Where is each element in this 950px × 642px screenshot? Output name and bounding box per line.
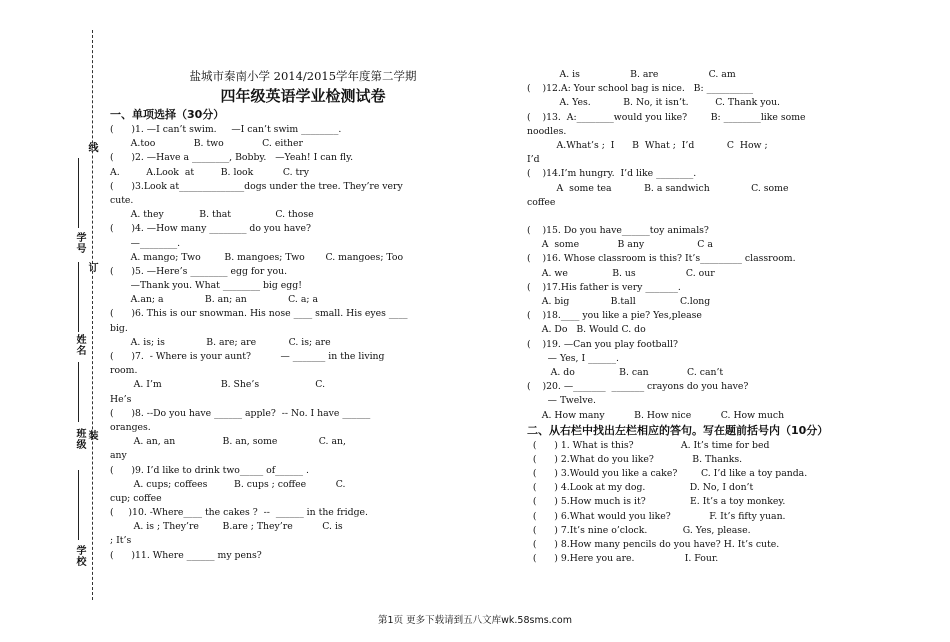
question-line: ( )6. This is our snowman. His nose ____ small. His eyes ____ — [110, 308, 408, 320]
question-line: ( )7. - Where is your aunt? — _______ in the living — [110, 351, 385, 362]
question-line: ( )19. —Can you play football? — [527, 338, 678, 350]
question-line: A. I’m B. She’s C. — [110, 379, 326, 391]
section-1-questions-left — [110, 123, 466, 563]
question-line: cute. — [110, 194, 134, 206]
question-line: ( )4. —How many ________ do you have? — [110, 223, 311, 235]
question-line: ( )18.____ you like a pie? Yes,please — [527, 310, 702, 322]
question-line: A. Do B. Would C. do — [527, 324, 646, 336]
question-line: I’d — [527, 154, 540, 166]
question-line: He’s — [110, 393, 132, 405]
section-2-matching — [527, 439, 899, 567]
binding-margin — [0, 0, 110, 642]
class-rule — [78, 362, 79, 422]
question-line: A. A.Look at B. look C. try — [110, 166, 309, 178]
margin-line-label: 线 — [86, 142, 97, 153]
question-line: ( )8. --Do you have ______ apple? -- No. I have ______ — [110, 407, 371, 419]
question-line: —Thank you. What ________ big egg! — [110, 280, 302, 292]
question-line: cup; coffee — [110, 492, 162, 504]
question-line: A. they B. that C. those — [110, 209, 314, 221]
question-line: A.an; a B. an; an C. a; a — [110, 294, 319, 306]
matching-row: ( ) 7.It’s nine o’clock. G. Yes, please. — [527, 524, 751, 536]
question-line: ( )17.His father is very _______. — [527, 281, 681, 293]
question-line: A. How many B. How nice C. How much — [527, 409, 785, 421]
matching-row: ( ) 5.How much is it? E. It’s a toy monkey. — [527, 496, 786, 508]
question-line: A. is ; They’re B.are ; They’re C. is — [110, 521, 343, 533]
question-line: room. — [110, 365, 138, 377]
question-line: A.too B. two C. either — [110, 138, 303, 150]
cut-line — [92, 30, 93, 600]
right-column — [527, 68, 899, 566]
name-rule — [78, 262, 79, 332]
matching-row: ( ) 4.Look at my dog. D. No, I don’t — [527, 482, 754, 494]
question-line: ( )15. Do you have______toy animals? — [527, 225, 709, 237]
question-line: ( )3.Look at______________dogs under the tree. They’re very — [110, 180, 403, 192]
question-line: ( )14.I’m hungry. I’d like ________. — [527, 168, 697, 180]
question-line: ( )13. A:________would you like? B: ________like some — [527, 111, 806, 123]
exam-subtitle: 盐城市秦南小学 2014/2015学年度第二学期 — [189, 69, 417, 83]
question-line: ( )16. Whose classroom is this? It’s_________ classroom. — [527, 253, 796, 265]
section-1-heading: 一、单项选择（30分） — [110, 108, 225, 121]
matching-row: ( ) 3.Would you like a cake? C. I’d like a toy panda. — [527, 468, 808, 480]
question-line: A. big B.tall C.long — [527, 296, 711, 307]
matching-row: ( ) 9.Here you are. I. Four. — [527, 553, 719, 565]
question-line: A.What’s ; I B What ; I’d C How ; — [527, 139, 768, 151]
question-line: A. we B. us C. our — [527, 267, 715, 279]
question-line: A. do B. can C. can’t — [527, 366, 724, 378]
matching-row: ( ) 2.What do you like? B. Thanks. — [527, 453, 743, 465]
question-line: ( )9. I’d like to drink two_____ of______ . — [110, 464, 309, 476]
question-line: ( )11. Where ______ my pens? — [110, 549, 262, 561]
margin-binding-label: 订 — [86, 262, 97, 273]
student-no-rule — [78, 158, 79, 228]
matching-row: ( ) 8.How many pencils do you have? H. It’s cute. — [527, 539, 780, 550]
question-line: —________. — [110, 237, 181, 249]
question-line: oranges. — [110, 421, 151, 433]
question-line: ( )10. -Where____ the cakes ? -- ______ in the fridge. — [110, 507, 368, 519]
question-line: A some tea B. a sandwich C. some — [527, 182, 789, 194]
question-line: A. mango; Two B. mangoes; Two C. mangoes; Too — [110, 251, 404, 263]
question-line: A. is B. are C. am — [527, 69, 736, 80]
school-rule — [78, 470, 79, 540]
question-line: A. an, an B. an, some C. an, — [110, 436, 346, 448]
section-1-questions-right — [527, 68, 899, 423]
question-line: A some B any C a — [527, 239, 713, 251]
exam-title: 四年级英语学业检测试卷 — [220, 87, 386, 105]
question-line: ( )20. —_______ _______ crayons do you have? — [527, 381, 749, 393]
question-line — [527, 210, 899, 224]
question-line: big. — [110, 322, 128, 334]
question-line: ( )12.A: Your school bag is nice. B: __________ — [527, 83, 754, 95]
question-line: — Twelve. — [527, 395, 596, 407]
question-line: any — [110, 450, 127, 462]
question-line: — Yes, I ______. — [527, 352, 619, 364]
question-line: ( )2. —Have a ________, Bobby. —Yeah! I can fly. — [110, 152, 354, 164]
page-footer: 第1页 更多下载请到五八文库wk.58sms.com — [378, 615, 572, 626]
question-line: noodles. — [527, 125, 567, 137]
question-line: coffee — [527, 196, 556, 208]
question-line: A. Yes. B. No, it isn’t. C. Thank you. — [527, 97, 781, 109]
matching-row: ( ) 6.What would you like? F. It’s fifty yuan. — [527, 510, 786, 522]
question-line: ( )5. —Here’s ________ egg for you. — [110, 265, 288, 277]
left-column — [110, 68, 466, 563]
student-no-label: 学号 — [74, 232, 85, 254]
class-label: 班级 — [74, 428, 85, 450]
margin-staple-label: 装 — [86, 430, 97, 441]
name-label: 姓名 — [74, 334, 85, 356]
section-2-heading: 二、从右栏中找出左栏相应的答句。写在题前括号内（10分） — [527, 423, 829, 437]
question-line: ; It’s — [110, 535, 132, 547]
question-line: A. cups; coffees B. cups ; coffee C. — [110, 478, 346, 490]
question-line: A. is; is B. are; are C. is; are — [110, 336, 331, 348]
question-line: ( )1. —I can’t swim. —I can’t swim ________. — [110, 124, 342, 135]
school-label: 学校 — [74, 545, 85, 567]
matching-row: ( ) 1. What is this? A. It’s time for bed — [527, 439, 770, 451]
